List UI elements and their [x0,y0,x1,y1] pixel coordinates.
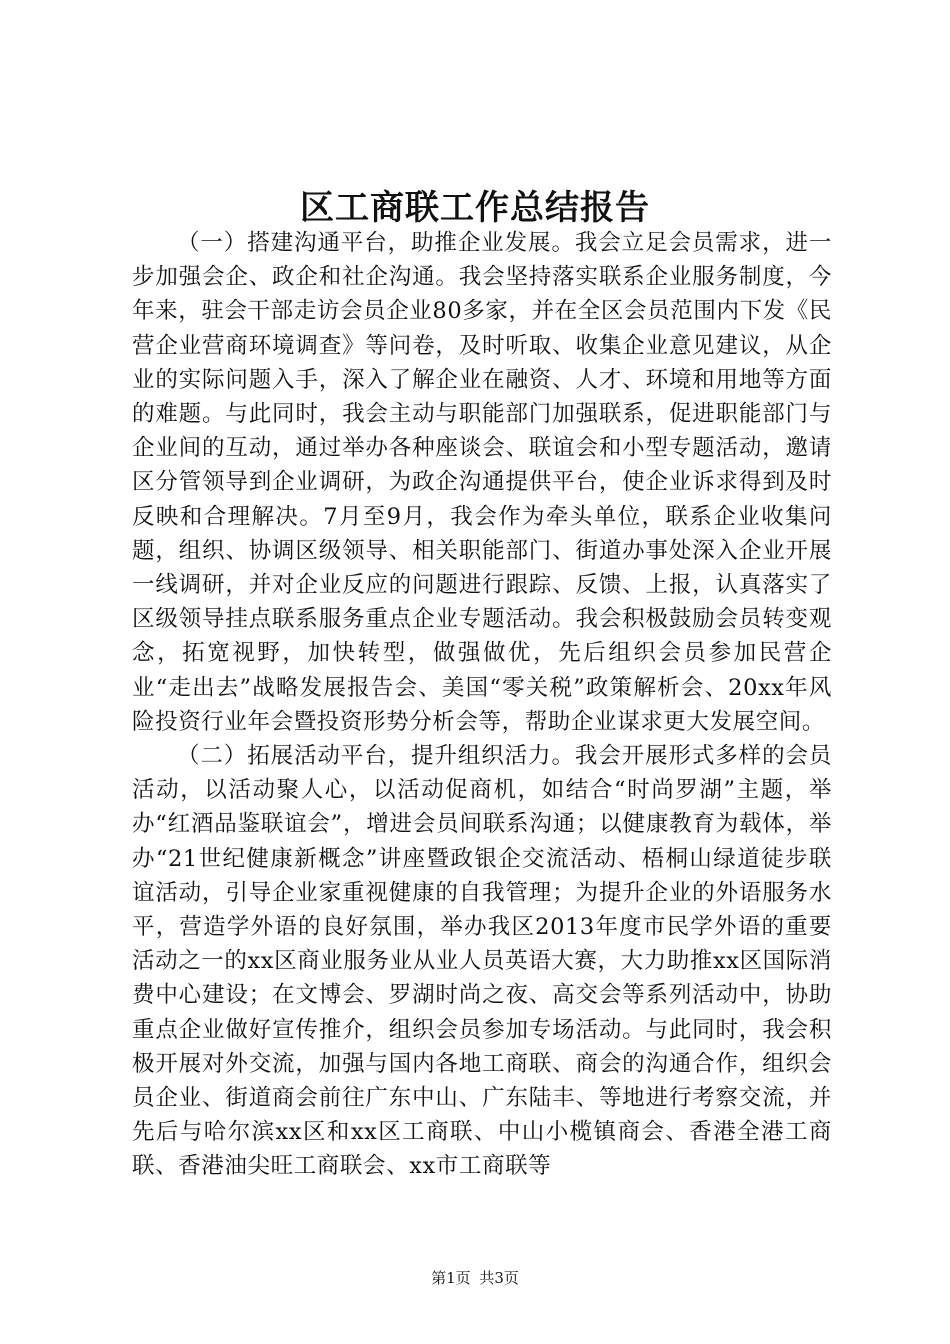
document-title: 区工商联工作总结报告 [300,188,650,228]
page-footer [0,1268,950,1288]
paragraph-2: （二）拓展活动平台，提升组织活力。我会开展形式多样的会员活动，以活动聚人心，以活动促商机，如结合“时尚罗湖”主题，举办“红酒品鉴联谊会”，增进会员间联系沟通；以健康教育为载体，举办“21世纪健康新概念”讲座暨政银企交流活动、梧桐山绿道徒步联谊活动，引导企业家重视健康的自我管理；为提升企业的外语服务水平，营造学外语的良好氛围，举办我区2013年度市民学外语的重要活动之一的xx区商业服务业从业人员英语大赛，大力助推xx区国际消费中心建设；在文博会、罗湖时尚之夜、高交会等系列活动中，协助重点企业做好宣传推介，组织会员参加专场活动。与此同时，我会积极开展对外交流，加强与国内各地工商联、商会的沟通合作，组织会员企业、街道商会前往广东中山、广东陆丰、等地进行考察交流，并先后与哈尔滨xx区和xx区工商联、中山小榄镇商会、香港全港工商联、香港油尖旺工商联会、xx市工商联等 [132,743,832,1180]
paragraph-1: （一）搭建沟通平台，助推企业发展。我会立足会员需求，进一步加强会企、政企和社企沟通。我会坚持落实联系企业服务制度，今年来，驻会干部走访会员企业80多家，并在全区会员范围内下发《民营企业营商环境调查》等问卷，及时听取、收集企业意见建议，从企业的实际问题入手，深入了解企业在融资、人才、环境和用地等方面的难题。与此同时，我会主动与职能部门加强联系，促进职能部门与企业间的互动，通过举办各种座谈会、联谊会和小型专题活动，邀请区分管领导到企业调研，为政企沟通提供平台，使企业诉求得到及时反映和合理解决。7月至9月，我会作为牵头单位，联系企业收集问题，组织、协调区级领导、相关职能部门、街道办事处深入企业开展一线调研，并对企业反应的问题进行跟踪、反馈、上报，认真落实了区级领导挂点联系服务重点企业专题活动。我会积极鼓励会员转变观念，拓宽视野，加快转型，做强做优，先后组织会员参加民营企业“走出去”战略发展报告会、美国“零关税”政策解析会、20xx年风险投资行业年会暨投资形势分析会等，帮助企业谋求更大发展空间。 [132,230,832,735]
page-number: 第1页 [431,1269,471,1287]
document-body [132,226,832,1184]
page-total: 共3页 [479,1269,519,1287]
